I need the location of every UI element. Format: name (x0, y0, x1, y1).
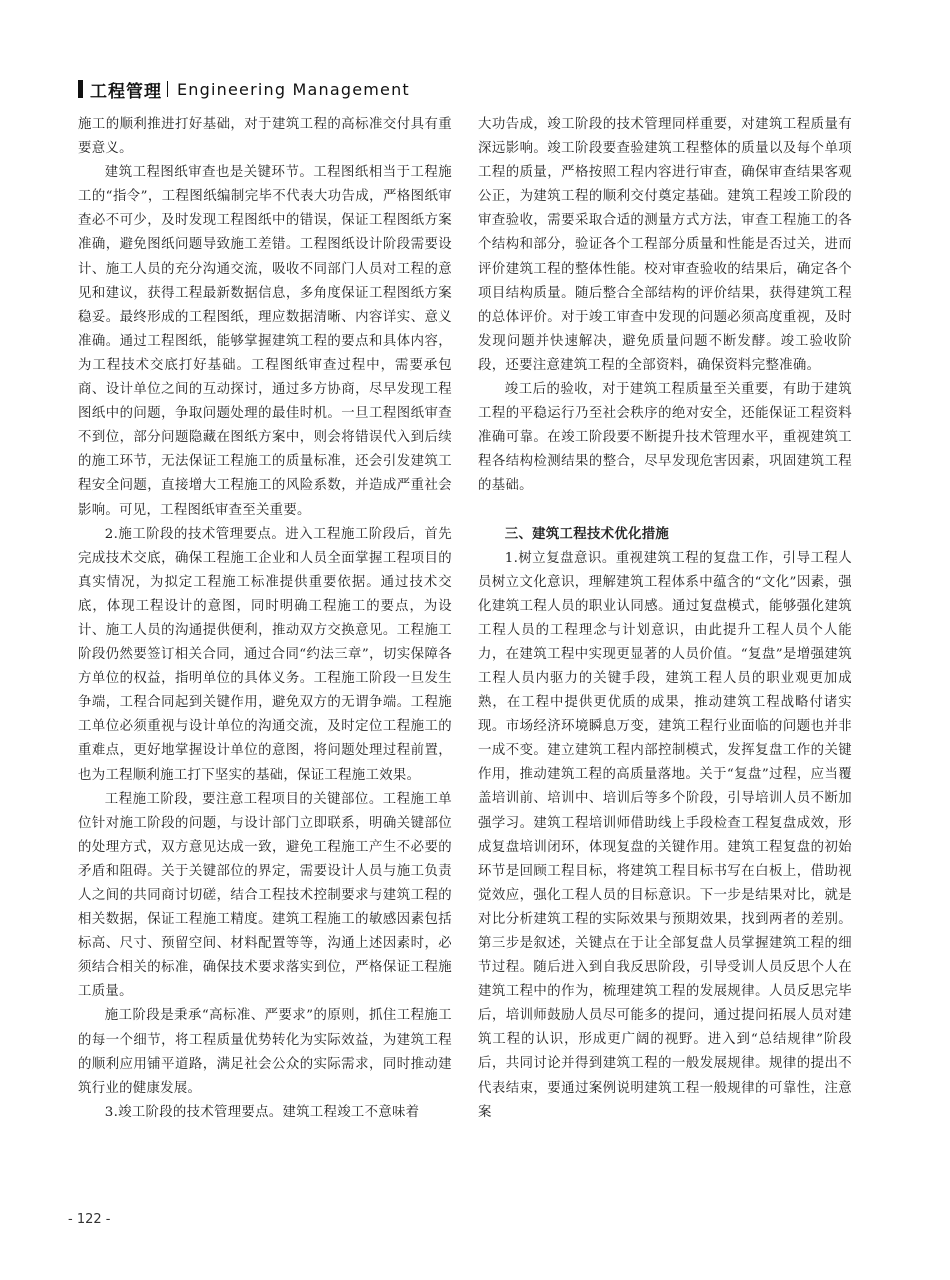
journal-header (78, 78, 410, 100)
section-heading: 三、建筑工程技术优化措施 (504, 526, 670, 542)
header-section-en: Engineering Management (177, 79, 410, 99)
paragraph: 建筑工程图纸审查也是关键环节。工程图纸相当于工程施工的“指令”，工程图纸编制完毕不代表大功告成，严格图纸审查必不可少，及时发现工程图纸中的错误，保证工程图纸方案准确，避免图纸问题导致施工差错。工程图纸设计阶段需要设计、施工人员的充分沟通交流，吸收不同部门人员对工程的意见和建议，获得工程最新数据信息，多角度保证工程图纸方案稳妥。最终形成的工程图纸，理应数据清晰、内容详实、意义准确。通过工程图纸，能够掌握建筑工程的要点和具体内容，为工程技术交底打好基础。工程图纸审查过程中，需要承包商、设计单位之间的互动探讨，通过多方协商，尽早发现工程图纸中的问题，争取问题处理的最佳时机。一旦工程图纸审查不到位，部分问题隐藏在图纸方案中，则会将错误代入到后续的施工环节，无法保证工程施工的质量标准，还会引发建筑工程安全问题，直接增大工程施工的风险系数，并造成严重社会影响。可见，工程图纸审查至关重要。 (78, 165, 452, 518)
paragraph: 大功告成，竣工阶段的技术管理同样重要，对建筑工程质量有深远影响。竣工阶段要查验建筑工程整体的质量以及每个单项工程的质量，严格按照工程内容进行审查，确保审查结果客观公正，为建筑工程的顺利交付奠定基础。建筑工程竣工阶段的审查验收，需要采取合适的测量方式方法，审查工程施工的各个结构和部分，验证各个工程部分质量和性能是否过关，进而评价建筑工程的整体性能。校对审查验收的结果后，确定各个项目结构质量。随后整合全部结构的评价结果，获得建筑工程的总体评价。对于竣工审查中发现的问题必须高度重视，及时发现问题并快速解决，避免质量问题不断发酵。竣工验收阶段，还要注意建筑工程的全部资料，确保资料完整准确。 (478, 117, 852, 373)
paragraph: 施工的顺利推进打好基础，对于建筑工程的高标准交付具有重要意义。 (78, 117, 452, 157)
page-number: - 122 - (68, 1212, 111, 1227)
paragraph: 施工阶段是秉承“高标准、严要求”的原则，抓住工程施工的每一个细节，将工程质量优势转化为实际效益，为建筑工程的顺利应用铺平道路，满足社会公众的实际需求，同时推动建筑行业的健康发展。 (78, 1008, 452, 1096)
paragraph: 工程施工阶段，要注意工程项目的关键部位。工程施工单位针对施工阶段的问题，与设计部门立即联系，明确关键部位的处理方式，双方意见达成一致，避免工程施工产生不必要的矛盾和阻碍。关于关键部位的界定，需要设计人员与施工负责人之间的共同商讨切磋，结合工程技术控制要求与建筑工程的相关数据，保证工程施工精度。建筑工程施工的敏感因素包括标高、尺寸、预留空间、材料配置等等，沟通上述因素时，必须结合相关的标准，确保技术要求落实到位，严格保证工程施工质量。 (78, 791, 452, 1000)
left-column (78, 113, 452, 1125)
header-bar-mark (78, 80, 83, 98)
paragraph: 2.施工阶段的技术管理要点。进入工程施工阶段后，首先完成技术交底，确保工程施工企业和人员全面掌握工程项目的真实情况，为拟定工程施工标准提供重要依据。通过技术交底，体现工程设计的意图，同时明确工程施工的要点，为设计、施工人员的沟通提供便利，推动双方交换意见。工程施工阶段仍然要签订相关合同，通过合同“约法三章”，切实保障各方单位的权益，指明单位的具体义务。工程施工阶段一旦发生争端，工程合同起到关键作用，避免双方的无谓争端。工程施工单位必须重视与设计单位的沟通交流，及时定位工程施工的重难点，更好地掌握设计单位的意图，将问题处理过程前置，也为工程顺利施工打下坚实的基础，保证工程施工效果。 (78, 526, 452, 783)
right-column (478, 113, 852, 1125)
header-separator (167, 81, 168, 97)
paragraph: 竣工后的验收，对于建筑工程质量至关重要，有助于建筑工程的平稳运行乃至社会秩序的绝对安全，还能保证工程资料准确可靠。在竣工阶段要不断提升技术管理水平，重视建筑工程各结构检测结果的整合，尽早发现危害因素，巩固建筑工程的基础。 (478, 382, 852, 494)
header-section-cn: 工程管理 (90, 81, 162, 102)
paragraph: 1.树立复盘意识。重视建筑工程的复盘工作，引导工程人员树立文化意识，理解建筑工程体系中蕴含的“文化”因素，强化建筑工程人员的职业认同感。通过复盘模式，能够强化建筑工程人员的工程理念与计划意识，由此提升工程人员个人能力，在建筑工程中实现更显著的人员价值。“复盘”是增强建筑工程人员内驱力的关键手段，建筑工程人员的职业观更加成熟，在工程中提供更优质的成果，推动建筑工程战略付诸实现。市场经济环境瞬息万变，建筑工程行业面临的问题也并非一成不变。建立建筑工程内部控制模式，发挥复盘工作的关键作用，推动建筑工程的高质量落地。关于“复盘”过程，应当覆盖培训前、培训中、培训后等多个阶段，引导培训人员不断加强学习。建筑工程培训师借助线上手段检查工程复盘成效，形成复盘培训闭环，体现复盘的关键作用。建筑工程复盘的初始环节是回顾工程目标，将建筑工程目标书写在白板上，借助视觉效应，强化工程人员的目标意识。下一步是结果对比，就是对比分析建筑工程的实际效果与预期效果，找到两者的差别。第三步是叙述，关键点在于让全部复盘人员掌握建筑工程的细节过程。随后进入到自我反思阶段，引导受训人员反思个人在建筑工程中的作为，梳理建筑工程的发展规律。人员反思完毕后，培训师鼓励人员尽可能多的提问，通过提问拓展人员对建筑工程的认识，形成更广阔的视野。进入到“总结规律”阶段后，共同讨论并得到建筑工程的一般发展规律。规律的提出不代表结束，要通过案例说明建筑工程一般规律的可靠性，注意案 (478, 550, 852, 1120)
paragraph: 3.竣工阶段的技术管理要点。建筑工程竣工不意味着 (104, 1104, 420, 1120)
